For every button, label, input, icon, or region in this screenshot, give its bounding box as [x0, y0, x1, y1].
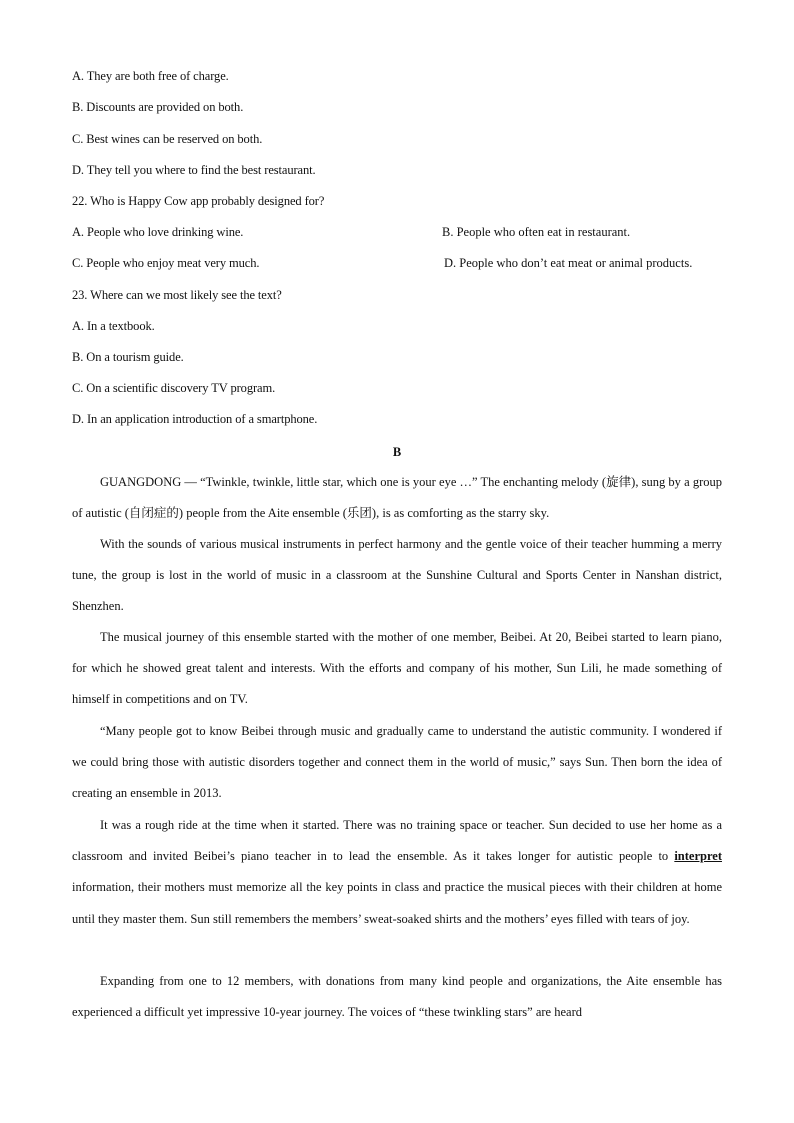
paragraph-5-text-end: information, their mothers must memorize all the key points in class and practice the musical pieces with their children at home until they master them. Sun still remembers the members’ sweat-soaked shirts and the mothers’ eyes filled with tears of joy. — [72, 880, 722, 926]
paragraph-2: With the sounds of various musical instruments in perfect harmony and the gentle voice of their teacher humming a merry tune, the group is lost in the world of music in a classroom at the Sunshine Cultural and Sports Center in Nanshan district, Shenzhen. — [72, 537, 722, 614]
paragraph-1: GUANGDONG — “Twinkle, twinkle, little star, which one is your eye …” The enchanting melody (旋律), sung by a group of autistic (自闭症的) people from the Aite ensemble (乐团), is as comforting as the starry sky. — [72, 475, 722, 521]
keyword-interpret: interpret — [674, 849, 722, 864]
paragraph-5 — [72, 810, 722, 935]
q22-option-b: B. People who often eat in restaurant. — [442, 225, 631, 239]
q21-option-a: A. They are both free of charge. — [72, 69, 229, 83]
paragraph-5-text-start: It was a rough ride at the time when it started. There was no training space or teacher. Sun decided to use her home as a classroom and invited Beibei’s piano teacher in to lead the ensemble. As it takes longer for autistic people to — [72, 818, 722, 864]
paragraph-6: Expanding from one to 12 members, with donations from many kind people and organizations, the Aite ensemble has experienced a difficult yet impressive 10-year journey. The voices of “these twinkling stars” are heard — [72, 974, 722, 1020]
q23-option-b: B. On a tourism guide. — [72, 350, 184, 364]
q21-option-d: D. They tell you where to find the best restaurant. — [72, 163, 316, 177]
q23-option-a: A. In a textbook. — [72, 319, 155, 333]
paragraph-4: “Many people got to know Beibei through music and gradually came to understand the autistic community. I wondered if we could bring those with autistic disorders together and connect them in the world of music,” says Sun. Then born the idea of creating an ensemble in 2013. — [72, 724, 722, 801]
q21-option-b: B. Discounts are provided on both. — [72, 100, 244, 114]
q22-question: 22. Who is Happy Cow app probably designed for? — [72, 194, 325, 208]
q22-option-d: D. People who don’t eat meat or animal products. — [444, 256, 693, 270]
q23-option-c: C. On a scientific discovery TV program. — [72, 381, 276, 395]
q21-option-c: C. Best wines can be reserved on both. — [72, 132, 263, 146]
section-label: B — [392, 445, 402, 459]
q22-option-a: A. People who love drinking wine. — [72, 225, 244, 239]
q23-question: 23. Where can we most likely see the text? — [72, 288, 282, 302]
paragraph-3: The musical journey of this ensemble started with the mother of one member, Beibei. At 20, Beibei started to learn piano, for which he showed great talent and interests. With the efforts and company of his mother, Sun Lili, he made something of himself in competitions and on TV. — [72, 630, 722, 707]
q23-option-d: D. In an application introduction of a smartphone. — [72, 412, 318, 426]
q22-option-c: C. People who enjoy meat very much. — [72, 256, 260, 270]
